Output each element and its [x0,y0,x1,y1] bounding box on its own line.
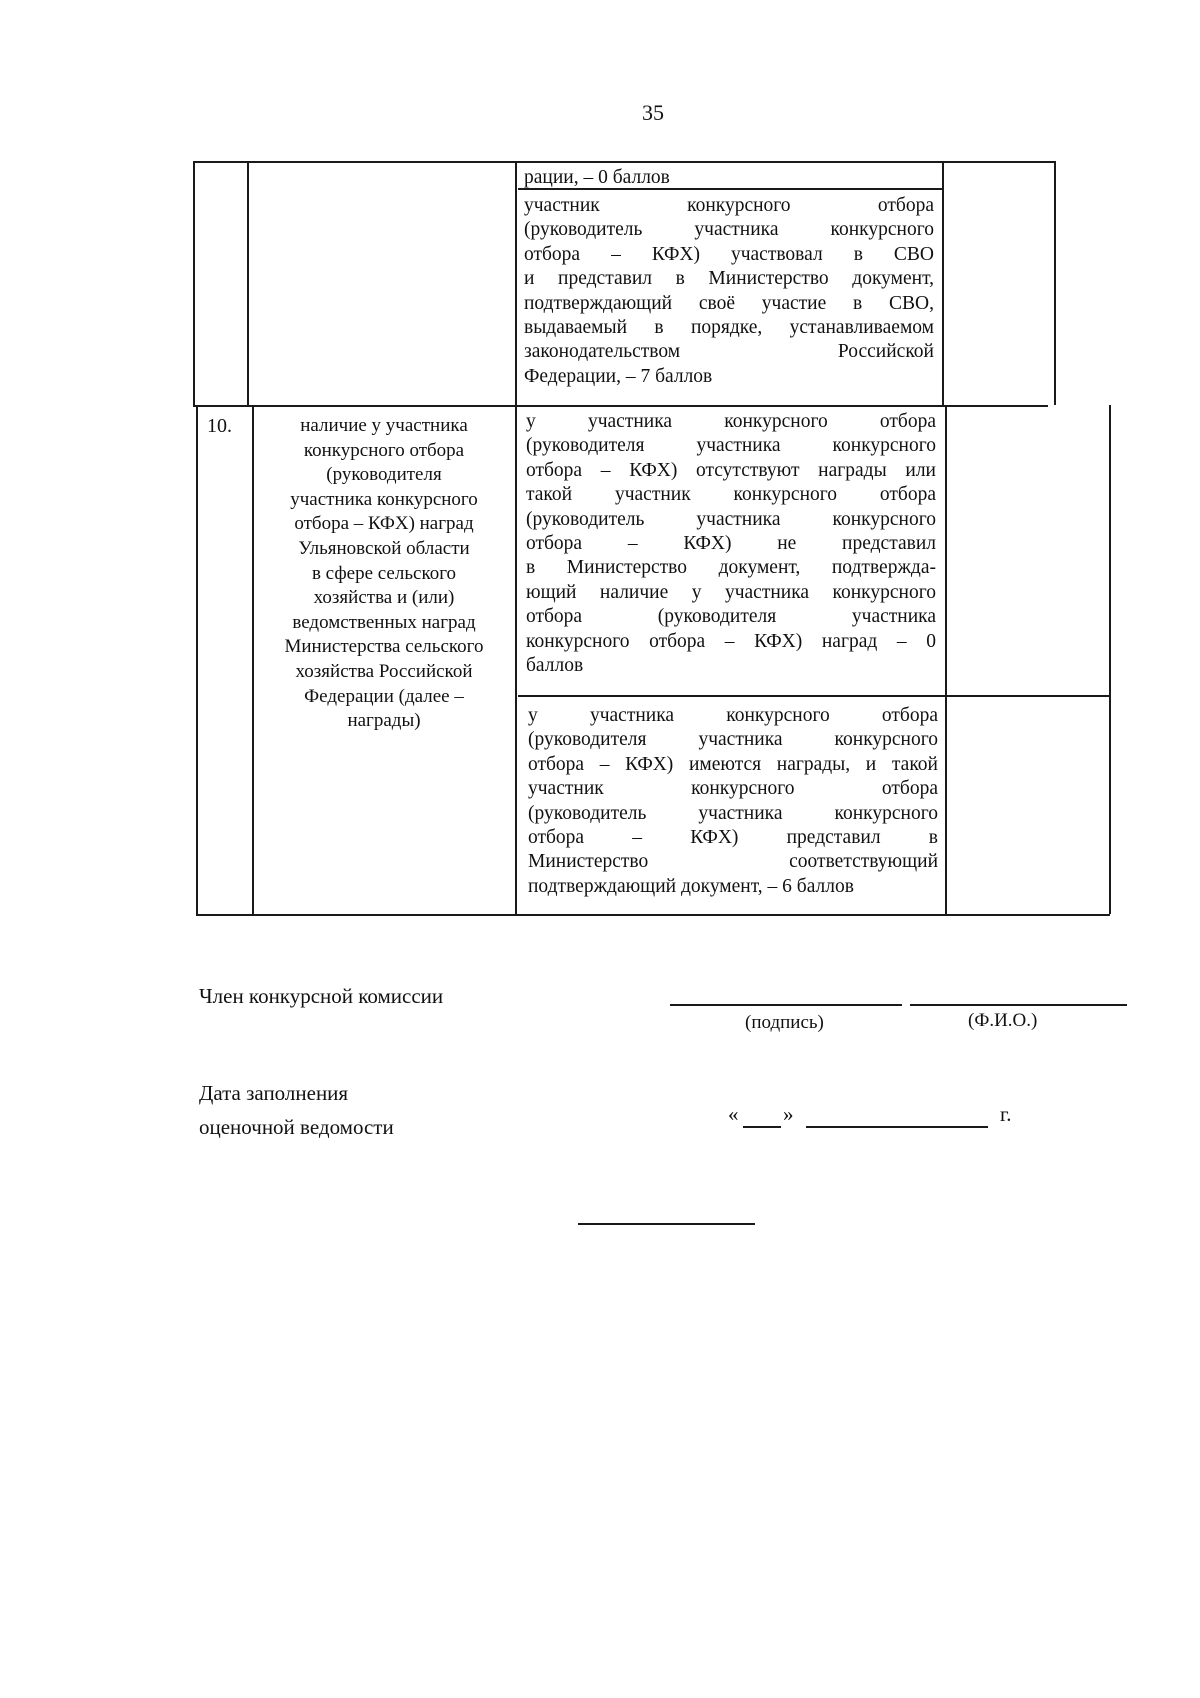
option6-line: (руководитель участника конкурсного [528,802,938,824]
option6-line: отбора – КФХ) имеются награды, и такой [528,753,938,775]
option6-line: Министерство соответствующий [528,851,938,873]
criterion-line: в сфере сельского [311,562,457,584]
option6-line: у участника конкурсного отбора [528,705,938,726]
option-zero-points-text [526,410,936,678]
criterion-line: конкурсного отбора [303,439,465,461]
svo-line: выдаваемый в порядке, устанавливаемом [524,317,934,339]
option0-line: отбора (руководителя участника [526,606,936,628]
option0-line: отбора – КФХ) отсутствуют награды или [526,459,936,481]
criterion-line: ведомственных наград [292,611,476,633]
criterion-text [255,414,513,734]
criterion-line: Федерации (далее – [304,685,464,707]
month-blank [806,1126,988,1128]
row-number: 10. [207,415,232,437]
criterion-line: хозяйства и (или) [313,587,455,609]
svo-line: законодательством Российской [524,341,934,363]
criterion-line: хозяйства Российской [295,660,473,682]
option6-line: (руководителя участника конкурсного [528,729,938,751]
col-criterion-divider [515,161,517,914]
name-line [910,1004,1127,1006]
col-left-border-upper [193,161,195,405]
col-left-border-lower [196,405,198,914]
svo-option-text [524,194,934,389]
option0-line: такой участник конкурсного отбора [526,484,936,506]
signature-caption: (подпись) [745,1012,824,1033]
day-blank [743,1126,781,1128]
criterion-line: Министерства сельского [284,636,484,658]
row10-top-border [193,405,1048,407]
svo-line: отбора – КФХ) участвовал в СВО [524,243,934,265]
option6-line-last: подтверждающий документ, – 6 баллов [528,875,854,897]
option0-line: конкурсного отбора – КФХ) наград – 0 [526,630,936,652]
criterion-line: участника конкурсного [290,488,478,510]
date-close-quote: » [783,1102,794,1126]
option6-line: участник конкурсного отбора [528,778,938,800]
criterion-line: награды) [347,710,421,732]
col-number-divider-lower [252,405,254,914]
row10-options-divider [518,695,1110,697]
svo-line: участник конкурсного отбора [524,195,934,216]
name-caption: (Ф.И.О.) [968,1010,1038,1031]
signature-line [670,1004,902,1006]
criterion-line: наличие у участника [300,415,468,436]
svo-line-last: Федерации, – 7 баллов [524,365,713,387]
svo-line: и представил в Министерство документ, [524,268,934,290]
option0-line: отбора – КФХ) не представил [526,533,936,555]
col-number-divider-upper [247,161,249,405]
year-suffix: г. [1000,1102,1012,1126]
criterion-line: отбора – КФХ) наград [294,513,474,535]
table-bottom-border [196,914,1110,916]
fill-date-label: Дата заполнения оценочной ведомости [199,1081,394,1139]
svo-line: (руководитель участника конкурсного [524,219,934,241]
option6-line: отбора – КФХ) представил в [528,827,938,849]
option0-line: ющий наличие у участника конкурсного [526,581,936,603]
table-top-border [193,161,1056,163]
col-right-border-lower [1109,405,1111,914]
svo-line: подтверждающий своё участие в СВО, [524,292,934,314]
commission-member-label: Член конкурсной комиссии [199,984,444,1008]
previous-option-fragment: рации, – 0 баллов [524,167,670,188]
option0-line: у участника конкурсного отбора [526,411,936,432]
option0-line: в Министерство документ, подтвержда- [526,557,936,579]
criterion-line: (руководителя [326,464,442,486]
option-six-points-text [528,704,938,899]
col-score-divider-lower [945,405,947,914]
option0-line: (руководителя участника конкурсного [526,435,936,457]
option0-line-last: баллов [526,655,584,677]
end-of-document-line [578,1223,755,1225]
criterion-line: Ульяновской области [298,537,470,559]
page-number: 35 [642,100,664,125]
col-right-border-upper [1054,161,1056,405]
col-score-divider-upper [942,161,944,405]
option0-line: (руководитель участника конкурсного [526,508,936,530]
date-open-quote: « [728,1102,739,1126]
